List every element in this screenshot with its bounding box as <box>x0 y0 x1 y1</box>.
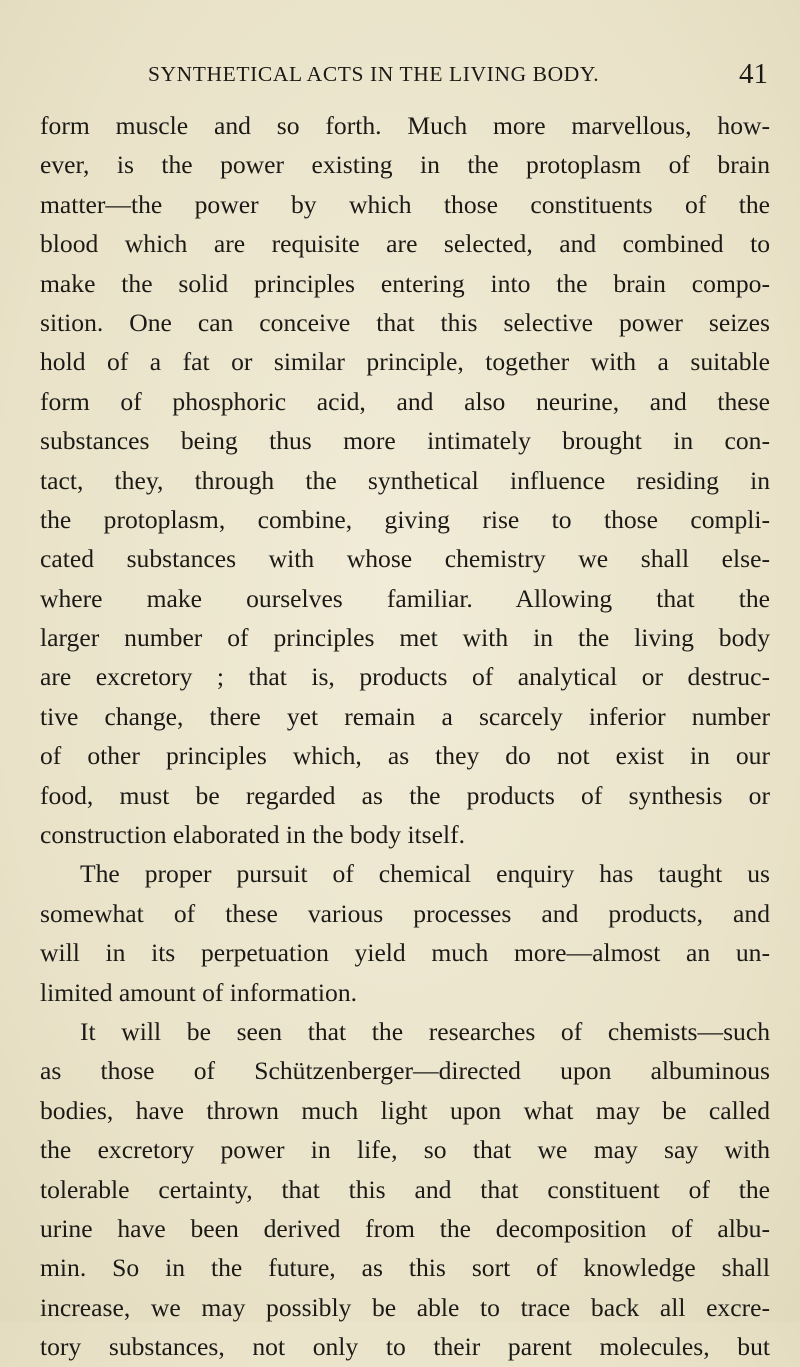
text-line: tolerable certainty, that this and that constituent of the <box>40 1174 770 1204</box>
text-line: the protoplasm, combine, giving rise to those compli- <box>40 504 770 534</box>
running-title: SYNTHETICAL ACTS IN THE LIVING BODY. <box>148 62 600 86</box>
text-line: urine have been derived from the decomposition of albu- <box>40 1213 770 1243</box>
text-line: tive change, there yet remain a scarcely inferior number <box>40 701 770 731</box>
text-line: the excretory power in life, so that we may say with <box>40 1135 770 1165</box>
text-line: substances being thus more intimately brought in con- <box>40 426 770 456</box>
text-line: tory substances, not only to their parent molecules, but <box>40 1332 770 1362</box>
text-line: blood which are requisite are selected, and combined to <box>40 229 770 259</box>
text-line: food, must be regarded as the products of synthesis or <box>40 780 770 810</box>
text-line: It will be seen that the researches of chemists—such <box>80 1016 770 1046</box>
paragraph <box>40 854 770 1012</box>
text-line: where make ourselves familiar. Allowing that the <box>40 583 770 613</box>
text-line: min. So in the future, as this sort of knowledge shall <box>40 1253 770 1283</box>
text-line: somewhat of these various processes and products, and <box>40 898 770 928</box>
text-line: sition. One can conceive that this selective power seizes <box>40 307 770 337</box>
text-line: matter—the power by which those constituents of the <box>40 189 770 219</box>
text-line: The proper pursuit of chemical enquiry has taught us <box>80 859 770 889</box>
body-text <box>40 106 770 1367</box>
text-line: of other principles which, as they do not exist in our <box>40 741 770 771</box>
text-line: are excretory ; that is, products of analytical or destruc- <box>40 662 770 692</box>
paragraph <box>40 106 770 854</box>
text-line: form muscle and so forth. Much more marvellous, how- <box>40 111 770 140</box>
text-line: tact, they, through the synthetical influence residing in <box>40 465 770 495</box>
text-line: will in its perpetuation yield much more—almost an un- <box>40 938 770 968</box>
text-line: form of phosphoric acid, and also neurine, and these <box>40 386 770 416</box>
text-line: make the solid principles entering into the brain compo- <box>40 268 770 298</box>
text-line: increase, we may possibly be able to trace back all excre- <box>40 1292 770 1322</box>
paragraph <box>40 1012 770 1367</box>
text-line: ever, is the power existing in the protoplasm of brain <box>40 150 770 180</box>
text-line: as those of Schützenberger—directed upon albuminous <box>40 1056 770 1086</box>
text-line: hold of a fat or similar principle, together with a suitable <box>40 347 770 377</box>
text-line: construction elaborated in the body itself. <box>40 820 466 850</box>
running-head <box>148 58 768 98</box>
text-line: larger number of principles met with in the living body <box>40 623 770 653</box>
page-number: 41 <box>739 58 768 90</box>
text-line: bodies, have thrown much light upon what may be called <box>40 1095 770 1125</box>
text-line: limited amount of information. <box>40 977 358 1007</box>
text-line: cated substances with whose chemistry we shall else- <box>40 544 770 574</box>
